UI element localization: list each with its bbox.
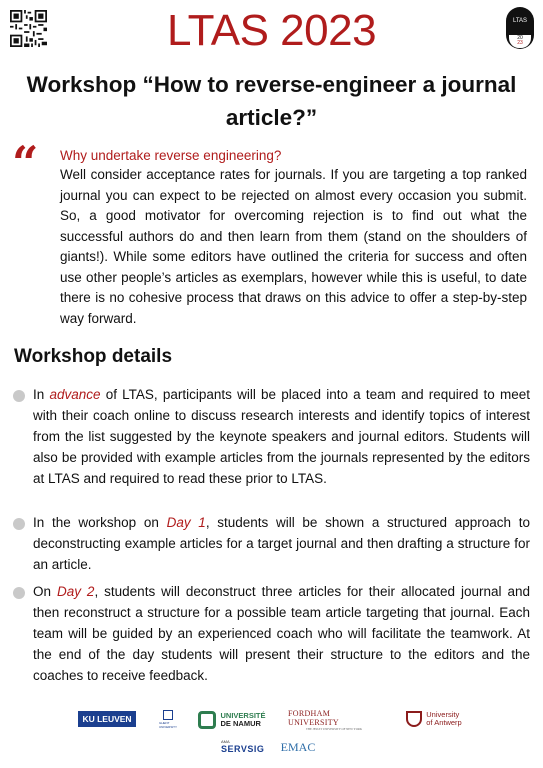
emac-logo: EMAC — [280, 739, 316, 754]
bullet-dot-icon — [13, 518, 25, 530]
partner-logos — [0, 700, 543, 760]
fordham-sublabel: THE JESUIT UNIVERSITY OF NEW YORK — [305, 727, 363, 731]
antwerp-emblem-icon — [406, 711, 422, 727]
namur-label — [220, 712, 265, 728]
fordham-logo — [288, 709, 380, 731]
servsig-label-a: AMA — [221, 738, 230, 744]
quote-icon: “ — [12, 136, 39, 190]
bullet-text: In the workshop on — [33, 515, 167, 530]
bullet-text: On — [33, 584, 57, 599]
bullet-highlight: Day 1 — [166, 515, 206, 530]
page-title: LTAS 2023 — [166, 6, 377, 55]
bullet-text: , students will be shown a structured approach to deconstructing example articles for a target journal and then drafting a structure for an article. — [33, 515, 530, 572]
fordham-label: FORDHAM UNIVERSITY — [288, 709, 339, 727]
namur-label-a: UNIVERSITÉ — [220, 711, 266, 720]
antwerp-label-a: University — [426, 710, 460, 719]
details-bullet — [33, 581, 530, 686]
badge-year-b: 23 — [517, 40, 523, 46]
namur-emblem-icon — [198, 711, 216, 729]
bullet-text: of LTAS, participants will be placed into a team and required to meet with their coach online to discuss research interests and identify topics of interest from the list suggested by the keynote speakers and journal editors. Students will also be provided with example articles from the journals represented by the editors at LTAS and required to read these prior to LTAS. — [33, 387, 530, 486]
badge-year — [509, 35, 531, 48]
antwerp-label — [426, 711, 461, 727]
details-bullet — [33, 384, 530, 489]
namur-logo — [196, 709, 268, 731]
ghent-university-logo — [160, 709, 176, 729]
intro-question: Why undertake reverse engineering? — [60, 148, 282, 163]
namur-label-b: DE NAMUR — [220, 719, 261, 728]
ltas-badge-logo — [506, 7, 534, 49]
badge-year-a: 20 — [517, 35, 523, 41]
bullet-text: , students will deconstruct three articles for their allocated journal and then reconstruct a structure for a possible team article targeting that journal. Each team will be guided by an experienced coach who will facilitate the teamwork. At the end of the day students will present their structure to the editors and the coaches to receive feedback. — [33, 584, 530, 683]
details-heading: Workshop details — [14, 346, 173, 367]
servsig-label-b: SERVSIG — [221, 743, 265, 754]
bullet-text: In — [33, 387, 50, 402]
bullet-highlight: Day 2 — [56, 584, 95, 599]
workshop-title: Workshop “How to reverse-engineer a journal article?” — [26, 72, 517, 130]
bullet-dot-icon — [13, 587, 25, 599]
antwerp-logo — [398, 708, 470, 730]
antwerp-label-b: of Antwerp — [426, 718, 462, 727]
details-bullet — [33, 512, 530, 575]
bullet-highlight: advance — [49, 387, 101, 402]
ghent-emblem-icon — [163, 710, 173, 720]
bullet-dot-icon — [13, 390, 25, 402]
ghent-label: GHENT UNIVERSITY — [159, 720, 178, 729]
intro-body: Well consider acceptance rates for journals. If you are targeting a top ranked journal you can expect to be rejected on almost every occasion you submit. So, a good motivator for overcoming rejection is to find out what the successful authors do and then learn from them (stand on the shoulders of giants!). While some editors have outlined the criteria for success and often use other people’s articles as exemplars, however while this is useful, to date there is no cohesive process that draws on this advice to offer a step-by-step way forward. — [60, 167, 527, 326]
ku-leuven-logo: KU LEUVEN — [78, 711, 136, 727]
badge-label: LTAS — [512, 18, 528, 24]
servsig-logo — [221, 737, 265, 755]
